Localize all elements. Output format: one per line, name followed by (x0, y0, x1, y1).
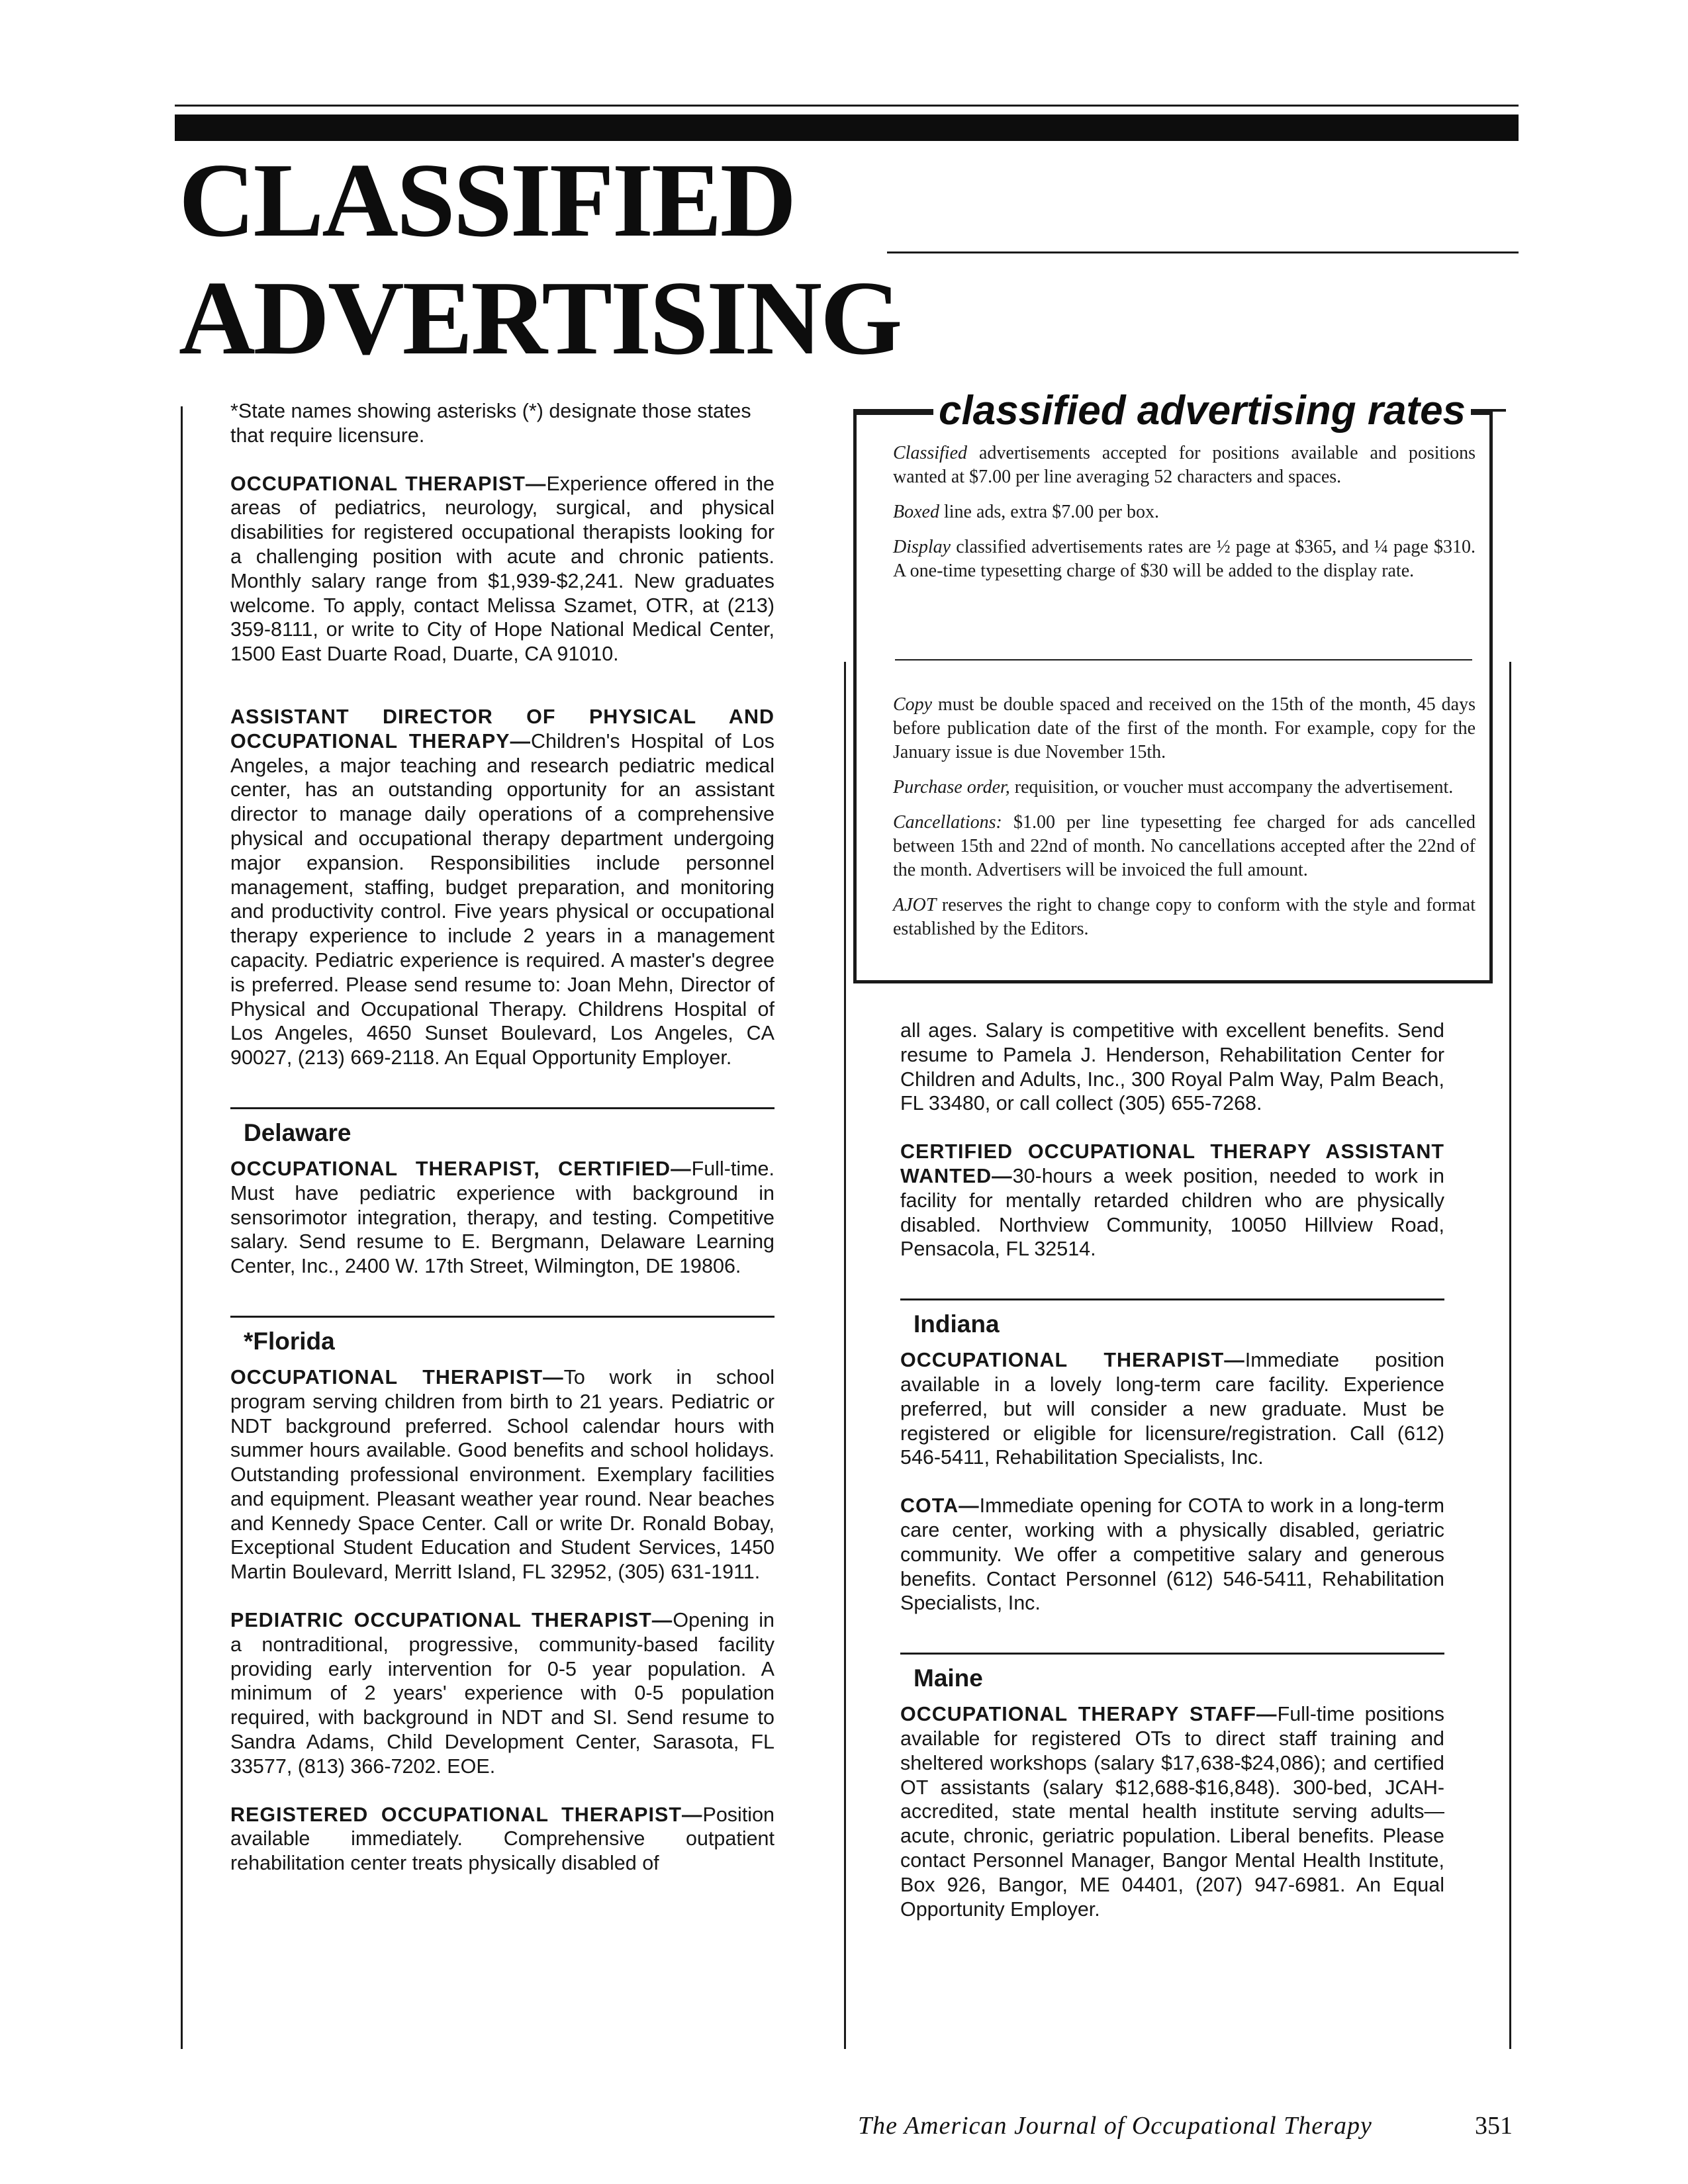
ad-occupational-therapy-staff-bangor (900, 1702, 1444, 1921)
rates-text: classified advertisements rates are ½ page at $365, and ¼ page $310. A one-time typesetting charge of $30 will be added to the display rate. (893, 537, 1476, 581)
ad-assistant-director-childrens-hospital (230, 705, 774, 1070)
ad-continuation-palm-beach (900, 1019, 1444, 1116)
rates-classified (893, 441, 1476, 489)
left-column (230, 399, 774, 1899)
ad-body: Immediate position available in a lovely long-term care facility. Experience preferred, but will consider a new graduate. Must be registered or eligible for licensure/registration. Call (612) 546-5411, Rehabilitation Specialists, Inc. (900, 1349, 1444, 1469)
ad-body: Immediate opening for COTA to work in a long-term care center, working with a physically disabled, geriatric community. We offer a competitive salary and generous benefits. Contact Personnel (612) 546-5411, Rehabilitation Specialists, Inc. (900, 1494, 1444, 1615)
masthead-thin-rule (175, 105, 1519, 107)
rates-policies (893, 693, 1476, 952)
ad-body: To work in school program serving children from birth to 21 years. Pediatric or NDT background preferred. School calendar hours with summer hours available. Good benefits and school holidays. Outstanding professional environment. Exemplary facilities and equipment. Pleasant weather year round. Near beaches and Kennedy Space Center. Call or write Dr. Ronald Bobay, Exceptional Student Education and Student Services, 1450 Martin Boulevard, Merritt Island, FL 32952, (305) 631-1911. (230, 1365, 775, 1584)
footer-journal-title: The American Journal of Occupational Therapy (858, 2112, 1372, 2140)
rates-boxed (893, 500, 1476, 524)
right-column-rule (1509, 662, 1511, 2049)
ad-heading: OCCUPATIONAL THERAPIST— (230, 472, 547, 495)
ad-heading: PEDIATRIC OCCUPATIONAL THERAPIST— (230, 1609, 673, 1632)
rates-divider (895, 659, 1472, 660)
masthead-black-bar (175, 114, 1519, 141)
state-heading: *Florida (244, 1327, 335, 1355)
masthead-middle-rule (887, 251, 1519, 253)
state-section-maine (900, 1653, 1444, 1693)
state-section-delaware (230, 1107, 774, 1148)
rates-copy (893, 693, 1476, 764)
state-heading: Delaware (244, 1118, 352, 1146)
rates-pricing (893, 441, 1476, 594)
left-column-rule (181, 406, 183, 2049)
footer-page-number: 351 (1475, 2112, 1513, 2140)
rates-text: advertisements accepted for positions available and positions wanted at $7.00 per line averaging 52 characters and spaces. (893, 443, 1476, 487)
rates-lead: Purchase order, (893, 777, 1010, 797)
ad-body: all ages. Salary is competitive with excellent benefits. Send resume to Pamela J. Henderson, Rehabilitation Center for Children and Adults, Inc., 300 Royal Palm Way, Palm Beach, FL 33480, or call collect (305) 655-7268. (900, 1019, 1444, 1115)
ad-heading: OCCUPATIONAL THERAPY STAFF— (900, 1703, 1278, 1726)
ad-occupational-therapist-certified-delaware (230, 1157, 774, 1279)
ad-heading: OCCUPATIONAL THERAPIST— (230, 1365, 564, 1388)
ad-heading: OCCUPATIONAL THERAPIST, CERTIFIED— (230, 1157, 692, 1180)
ad-pediatric-occupational-therapist-sarasota (230, 1608, 774, 1779)
licensure-note: *State names showing asterisks (*) designate those states that require licensure. (230, 400, 751, 447)
ad-certified-ot-assistant-pensacola (900, 1140, 1444, 1261)
ad-body: Position available immediately. Comprehensive outpatient rehabilitation center treats physically disabled of (230, 1803, 774, 1875)
ad-heading: COTA— (900, 1494, 980, 1518)
state-heading: Maine (914, 1664, 983, 1692)
rates-purchase-order (893, 776, 1476, 799)
state-section-florida (230, 1316, 774, 1356)
state-heading: Indiana (914, 1310, 1000, 1338)
ad-body: Full-time positions available for registered OTs to direct staff training and sheltered workshops (salary $17,638-$24,086); and certified OT assistants (salary $12,688-$16,848). 300-bed, JCAH-accredited, state mental health institute serving adults—acute, chronic, geriatric population. Liberal benefits. Please contact Personnel Manager, Bangor Mental Health Institute, Box 926, Bangor, ME 04401, (207) 947-6981. An Equal Opportunity Employer. (900, 1703, 1444, 1921)
ad-body: Children's Hospital of Los Angeles, a major teaching and research pediatric medical center, has an outstanding opportunity for an assistant director to manage daily operations of a comprehensive physical and occupational therapy department undergoing major expansion. Responsibilities include personnel management, staffing, budget preparation, and monitoring and productivity control. Five years physical or occupational therapy experience to include 2 years in a management capacity. Pediatric experience is required. A master's degree is preferred. Please send resume to: Joan Mehn, Director of Physical and Occupational Therapy. Childrens Hospital of Los Angeles, 4650 Sunset Boulevard, Los Angeles, CA 90027, (213) 669-2118. An Equal Opportunity Employer. (230, 729, 774, 1069)
middle-column-rule (844, 662, 846, 2049)
ad-cota-rehabilitation-specialists (900, 1494, 1444, 1615)
ad-registered-occupational-therapist-palm-beach (230, 1803, 774, 1876)
rates-heading: classified advertising rates (933, 388, 1471, 434)
ad-heading: ASSISTANT DIRECTOR OF PHYSICAL AND OCCUPATIONAL THERAPY— (230, 705, 774, 752)
rates-text: $1.00 per line typesetting fee charged for ads cancelled between 15th and 22nd of month. No cancellations accepted after the 22nd of the month. Advertisers will be invoiced the full amount. (893, 812, 1476, 880)
rates-ajot (893, 893, 1476, 941)
rates-lead: Classified (893, 443, 968, 463)
rates-text: reserves the right to change copy to conform with the style and format established by the Editors. (893, 895, 1476, 939)
ad-heading: REGISTERED OCCUPATIONAL THERAPIST— (230, 1803, 703, 1826)
rates-lead: Copy (893, 694, 933, 715)
ad-body: Experience offered in the areas of pediatrics, neurology, surgical, and physical disabilities for registered occupational therapists looking for a challenging position with acute and chronic patients. Monthly salary range from $1,939-$2,241. New graduates welcome. To apply, contact Melissa Szamet, OTR, at (213) 359-8111, or write to City of Hope National Medical Center, 1500 East Duarte Road, Duarte, CA 91010. (230, 472, 775, 666)
rates-display (893, 535, 1476, 583)
masthead-title-line-2: ADVERTISING (179, 259, 901, 377)
ad-body: Opening in a nontraditional, progressive, community-based facility providing early intervention for 0-5 year population. A minimum of 2 years' experience with 0-5 population required, with background in NDT and SI. Send resume to Sandra Adams, Child Development Center, Sarasota, FL 33577, (813) 366-7202. EOE. (230, 1609, 774, 1778)
rates-lead: Display (893, 537, 951, 557)
rates-text: requisition, or voucher must accompany the advertisement. (1009, 777, 1454, 797)
rates-heading-rule-left (853, 409, 938, 412)
ad-occupational-therapist-city-of-hope (230, 472, 774, 666)
right-column (900, 1019, 1444, 1945)
rates-text: must be double spaced and received on the 15th of the month, 45 days before publication date of the first of the month. For example, copy for the January issue is due November 15th. (893, 694, 1476, 762)
state-section-indiana (900, 1298, 1444, 1339)
ad-occupational-therapist-rehabilitation-specialists (900, 1348, 1444, 1470)
ad-heading: CERTIFIED OCCUPATIONAL THERAPY ASSISTANT WANTED— (900, 1140, 1444, 1187)
rates-lead: AJOT (893, 895, 937, 915)
rates-lead: Boxed (893, 502, 939, 522)
ad-body: Full-time. Must have pediatric experience with background in sensorimotor integration, therapy, and testing. Competitive salary. Send resume to E. Bergmann, Delaware Learning Center, Inc., 2400 W. 17th Street, Wilmington, DE 19806. (230, 1157, 774, 1278)
rates-text: line ads, extra $7.00 per box. (939, 502, 1159, 522)
ad-body: 30-hours a week position, needed to work in facility for mentally retarded children who are physically disabled. Northview Community, 10050 Hillview Road, Pensacola, FL 32514. (900, 1164, 1444, 1261)
ad-occupational-therapist-merritt-island (230, 1365, 774, 1584)
rates-cancellations (893, 811, 1476, 882)
masthead-title-line-1: CLASSIFIED (179, 141, 795, 259)
rates-lead: Cancellations: (893, 812, 1002, 833)
ad-heading: OCCUPATIONAL THERAPIST— (900, 1349, 1245, 1372)
